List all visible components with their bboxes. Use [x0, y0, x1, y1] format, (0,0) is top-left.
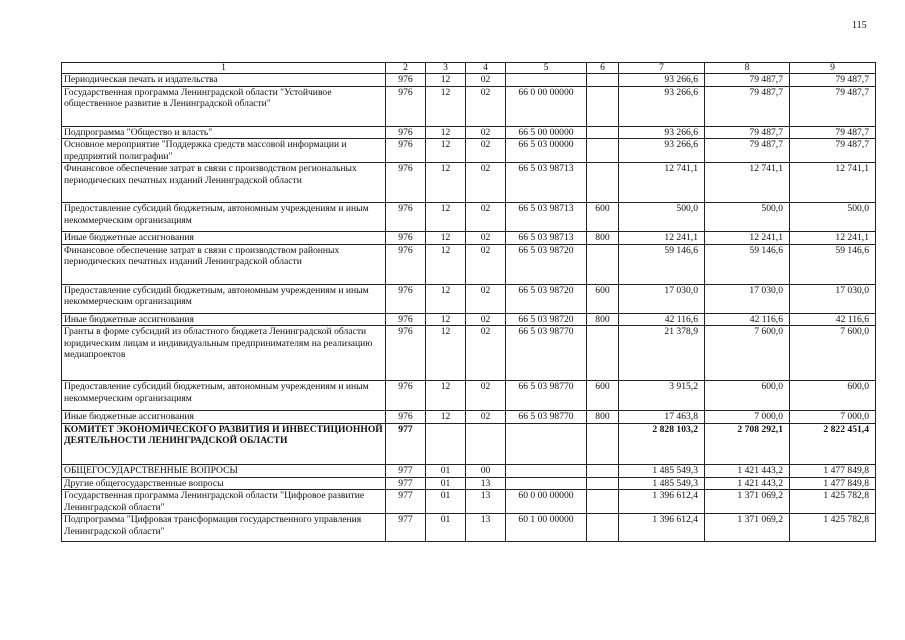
subsection-code-cell: 02: [466, 411, 506, 424]
amount-cell-col7: 1 396 612,4: [619, 490, 705, 514]
amount-cell-col8: 7 000,0: [705, 411, 790, 424]
section-code-cell: 12: [426, 74, 466, 87]
table-row: [62, 464, 876, 477]
amount-cell-col9: 1 425 782,8: [790, 490, 876, 514]
row-name-cell: Финансовое обеспечение затрат в связи с производством региональных периодических печатных изданий Ленинградской области: [62, 163, 386, 203]
ministry-code-cell: 976: [386, 86, 426, 126]
section-code-cell: [426, 423, 466, 464]
subsection-code-cell: 02: [466, 381, 506, 411]
target-article-cell: 66 5 03 98770: [506, 381, 587, 411]
section-code-cell: 01: [426, 490, 466, 514]
table-row: [62, 244, 876, 284]
ministry-code-cell: 977: [386, 490, 426, 514]
page-number: 115: [852, 20, 867, 31]
subsection-code-cell: 02: [466, 86, 506, 126]
section-code-cell: 12: [426, 163, 466, 203]
expense-type-cell: 800: [587, 313, 619, 326]
row-name-cell: Предоставление субсидий бюджетным, автономным учреждениям и иным некоммерческим организациям: [62, 284, 386, 313]
subsection-code-cell: 02: [466, 244, 506, 284]
subsection-code-cell: 13: [466, 490, 506, 514]
amount-cell-col8: 59 146,6: [705, 244, 790, 284]
section-code-cell: 12: [426, 381, 466, 411]
target-article-cell: 66 5 03 98713: [506, 232, 587, 245]
amount-cell-col8: 1 421 443,2: [705, 477, 790, 490]
amount-cell-col7: 21 378,9: [619, 326, 705, 381]
target-article-cell: 66 5 03 98720: [506, 284, 587, 313]
expense-type-cell: 800: [587, 411, 619, 424]
amount-cell-col9: 79 487,7: [790, 74, 876, 87]
subsection-code-cell: 02: [466, 126, 506, 139]
amount-cell-col8: 1 371 069,2: [705, 514, 790, 542]
row-name-cell: Государственная программа Ленинградской области "Устойчивое общественное развитие в Ленинградской области": [62, 86, 386, 126]
row-name-cell: Предоставление субсидий бюджетным, автономным учреждениям и иным некоммерческим организациям: [62, 381, 386, 411]
budget-table: [61, 62, 876, 542]
subsection-code-cell: 13: [466, 514, 506, 542]
subsection-code-cell: 02: [466, 284, 506, 313]
amount-cell-col7: 2 828 103,2: [619, 423, 705, 464]
table-header-row: [62, 63, 876, 74]
header-cell: 8: [705, 63, 790, 74]
amount-cell-col8: 12 241,1: [705, 232, 790, 245]
subsection-code-cell: 02: [466, 313, 506, 326]
expense-type-cell: [587, 514, 619, 542]
amount-cell-col8: 600,0: [705, 381, 790, 411]
table-row: [62, 203, 876, 232]
amount-cell-col8: 1 421 443,2: [705, 464, 790, 477]
target-article-cell: 60 0 00 00000: [506, 490, 587, 514]
amount-cell-col7: 17 030,0: [619, 284, 705, 313]
ministry-code-cell: 976: [386, 284, 426, 313]
row-name-cell: Подпрограмма "Общество и власть": [62, 126, 386, 139]
table-row: [62, 126, 876, 139]
amount-cell-col7: 17 463,8: [619, 411, 705, 424]
subsection-code-cell: 02: [466, 232, 506, 245]
table-row: [62, 284, 876, 313]
target-article-cell: 66 5 03 98770: [506, 411, 587, 424]
ministry-code-cell: 977: [386, 464, 426, 477]
section-code-cell: 01: [426, 477, 466, 490]
table-row: [62, 139, 876, 163]
section-code-cell: 12: [426, 313, 466, 326]
target-article-cell: [506, 423, 587, 464]
section-code-cell: 12: [426, 86, 466, 126]
amount-cell-col7: 1 396 612,4: [619, 514, 705, 542]
row-name-cell: Другие общегосударственные вопросы: [62, 477, 386, 490]
ministry-code-cell: 977: [386, 477, 426, 490]
subsection-code-cell: 02: [466, 163, 506, 203]
target-article-cell: 66 0 00 00000: [506, 86, 587, 126]
row-name-cell: Иные бюджетные ассигнования: [62, 232, 386, 245]
amount-cell-col7: 12 241,1: [619, 232, 705, 245]
ministry-code-cell: 976: [386, 313, 426, 326]
subsection-code-cell: 02: [466, 326, 506, 381]
amount-cell-col9: 79 487,7: [790, 86, 876, 126]
amount-cell-col8: 79 487,7: [705, 74, 790, 87]
section-code-cell: 12: [426, 126, 466, 139]
section-code-cell: 12: [426, 244, 466, 284]
section-code-cell: 01: [426, 514, 466, 542]
row-name-cell: КОМИТЕТ ЭКОНОМИЧЕСКОГО РАЗВИТИЯ И ИНВЕСТИЦИОННОЙ ДЕЯТЕЛЬНОСТИ ЛЕНИНГРАДСКОЙ ОБЛАСТИ: [62, 423, 386, 464]
ministry-code-cell: 976: [386, 411, 426, 424]
amount-cell-col7: 93 266,6: [619, 139, 705, 163]
amount-cell-col9: 1 477 849,8: [790, 477, 876, 490]
amount-cell-col8: 1 371 069,2: [705, 490, 790, 514]
table-row: [62, 86, 876, 126]
row-name-cell: Подпрограмма "Цифровая трансформация государственного управления Ленинградской области": [62, 514, 386, 542]
expense-type-cell: [587, 490, 619, 514]
expense-type-cell: [587, 126, 619, 139]
expense-type-cell: [587, 464, 619, 477]
amount-cell-col8: 79 487,7: [705, 126, 790, 139]
target-article-cell: 66 5 00 00000: [506, 126, 587, 139]
row-name-cell: Иные бюджетные ассигнования: [62, 313, 386, 326]
table-row: [62, 514, 876, 542]
amount-cell-col9: 59 146,6: [790, 244, 876, 284]
ministry-code-cell: 976: [386, 326, 426, 381]
subsection-code-cell: 00: [466, 464, 506, 477]
table-row: [62, 74, 876, 87]
table-row: [62, 313, 876, 326]
amount-cell-col8: 500,0: [705, 203, 790, 232]
target-article-cell: [506, 477, 587, 490]
expense-type-cell: [587, 244, 619, 284]
header-cell: 5: [506, 63, 587, 74]
ministry-code-cell: 976: [386, 203, 426, 232]
subsection-code-cell: 02: [466, 139, 506, 163]
target-article-cell: 66 5 03 98713: [506, 203, 587, 232]
expense-type-cell: [587, 139, 619, 163]
amount-cell-col8: 17 030,0: [705, 284, 790, 313]
ministry-code-cell: 976: [386, 126, 426, 139]
ministry-code-cell: 976: [386, 381, 426, 411]
expense-type-cell: [587, 86, 619, 126]
header-cell: 1: [62, 63, 386, 74]
row-name-cell: Иные бюджетные ассигнования: [62, 411, 386, 424]
table-row: [62, 423, 876, 464]
amount-cell-col9: 79 487,7: [790, 139, 876, 163]
target-article-cell: [506, 74, 587, 87]
section-code-cell: 12: [426, 203, 466, 232]
ministry-code-cell: 977: [386, 423, 426, 464]
target-article-cell: [506, 464, 587, 477]
target-article-cell: 66 5 03 98720: [506, 313, 587, 326]
row-name-cell: Финансовое обеспечение затрат в связи с производством районных периодических печатных изданий Ленинградской области: [62, 244, 386, 284]
amount-cell-col8: 79 487,7: [705, 139, 790, 163]
table-row: [62, 381, 876, 411]
amount-cell-col9: 1 477 849,8: [790, 464, 876, 477]
target-article-cell: 66 5 03 00000: [506, 139, 587, 163]
amount-cell-col8: 79 487,7: [705, 86, 790, 126]
target-article-cell: 66 5 03 98713: [506, 163, 587, 203]
row-name-cell: Основное мероприятие "Поддержка средств массовой информации и предприятий полиграфии": [62, 139, 386, 163]
amount-cell-col7: 93 266,6: [619, 86, 705, 126]
subsection-code-cell: 02: [466, 74, 506, 87]
amount-cell-col9: 79 487,7: [790, 126, 876, 139]
amount-cell-col9: 7 600,0: [790, 326, 876, 381]
table-row: [62, 490, 876, 514]
section-code-cell: 01: [426, 464, 466, 477]
table-row: [62, 163, 876, 203]
row-name-cell: Гранты в форме субсидий из областного бюджета Ленинградской области юридическим лицам и индивидуальным предпринимателям на реализацию медиапроектов: [62, 326, 386, 381]
subsection-code-cell: 02: [466, 203, 506, 232]
amount-cell-col7: 42 116,6: [619, 313, 705, 326]
amount-cell-col8: 7 600,0: [705, 326, 790, 381]
ministry-code-cell: 976: [386, 139, 426, 163]
amount-cell-col9: 12 741,1: [790, 163, 876, 203]
expense-type-cell: [587, 163, 619, 203]
table-row: [62, 477, 876, 490]
row-name-cell: Государственная программа Ленинградской области "Цифровое развитие Ленинградской области": [62, 490, 386, 514]
row-name-cell: Предоставление субсидий бюджетным, автономным учреждениям и иным некоммерческим организациям: [62, 203, 386, 232]
ministry-code-cell: 977: [386, 514, 426, 542]
amount-cell-col9: 600,0: [790, 381, 876, 411]
expense-type-cell: 600: [587, 203, 619, 232]
target-article-cell: 60 1 00 00000: [506, 514, 587, 542]
row-name-cell: ОБЩЕГОСУДАРСТВЕННЫЕ ВОПРОСЫ: [62, 464, 386, 477]
section-code-cell: 12: [426, 284, 466, 313]
target-article-cell: 66 5 03 98720: [506, 244, 587, 284]
header-cell: 6: [587, 63, 619, 74]
expense-type-cell: [587, 477, 619, 490]
expense-type-cell: 600: [587, 284, 619, 313]
amount-cell-col7: 12 741,1: [619, 163, 705, 203]
amount-cell-col7: 1 485 549,3: [619, 464, 705, 477]
amount-cell-col9: 17 030,0: [790, 284, 876, 313]
ministry-code-cell: 976: [386, 232, 426, 245]
amount-cell-col9: 7 000,0: [790, 411, 876, 424]
header-cell: 7: [619, 63, 705, 74]
amount-cell-col9: 2 822 451,4: [790, 423, 876, 464]
header-cell: 4: [466, 63, 506, 74]
row-name-cell: Периодическая печать и издательства: [62, 74, 386, 87]
ministry-code-cell: 976: [386, 74, 426, 87]
expense-type-cell: 800: [587, 232, 619, 245]
header-cell: 9: [790, 63, 876, 74]
subsection-code-cell: 13: [466, 477, 506, 490]
amount-cell-col7: 93 266,6: [619, 74, 705, 87]
amount-cell-col7: 3 915,2: [619, 381, 705, 411]
table-row: [62, 326, 876, 381]
amount-cell-col9: 12 241,1: [790, 232, 876, 245]
amount-cell-col8: 42 116,6: [705, 313, 790, 326]
amount-cell-col7: 500,0: [619, 203, 705, 232]
table-row: [62, 232, 876, 245]
amount-cell-col8: 12 741,1: [705, 163, 790, 203]
section-code-cell: 12: [426, 232, 466, 245]
ministry-code-cell: 976: [386, 163, 426, 203]
amount-cell-col9: 1 425 782,8: [790, 514, 876, 542]
expense-type-cell: [587, 423, 619, 464]
header-cell: 3: [426, 63, 466, 74]
expense-type-cell: [587, 326, 619, 381]
ministry-code-cell: 976: [386, 244, 426, 284]
section-code-cell: 12: [426, 411, 466, 424]
amount-cell-col9: 42 116,6: [790, 313, 876, 326]
amount-cell-col7: 93 266,6: [619, 126, 705, 139]
header-cell: 2: [386, 63, 426, 74]
amount-cell-col8: 2 708 292,1: [705, 423, 790, 464]
amount-cell-col7: 59 146,6: [619, 244, 705, 284]
table-row: [62, 411, 876, 424]
amount-cell-col7: 1 485 549,3: [619, 477, 705, 490]
subsection-code-cell: [466, 423, 506, 464]
target-article-cell: 66 5 03 98770: [506, 326, 587, 381]
section-code-cell: 12: [426, 326, 466, 381]
section-code-cell: 12: [426, 139, 466, 163]
amount-cell-col9: 500,0: [790, 203, 876, 232]
expense-type-cell: 600: [587, 381, 619, 411]
expense-type-cell: [587, 74, 619, 87]
